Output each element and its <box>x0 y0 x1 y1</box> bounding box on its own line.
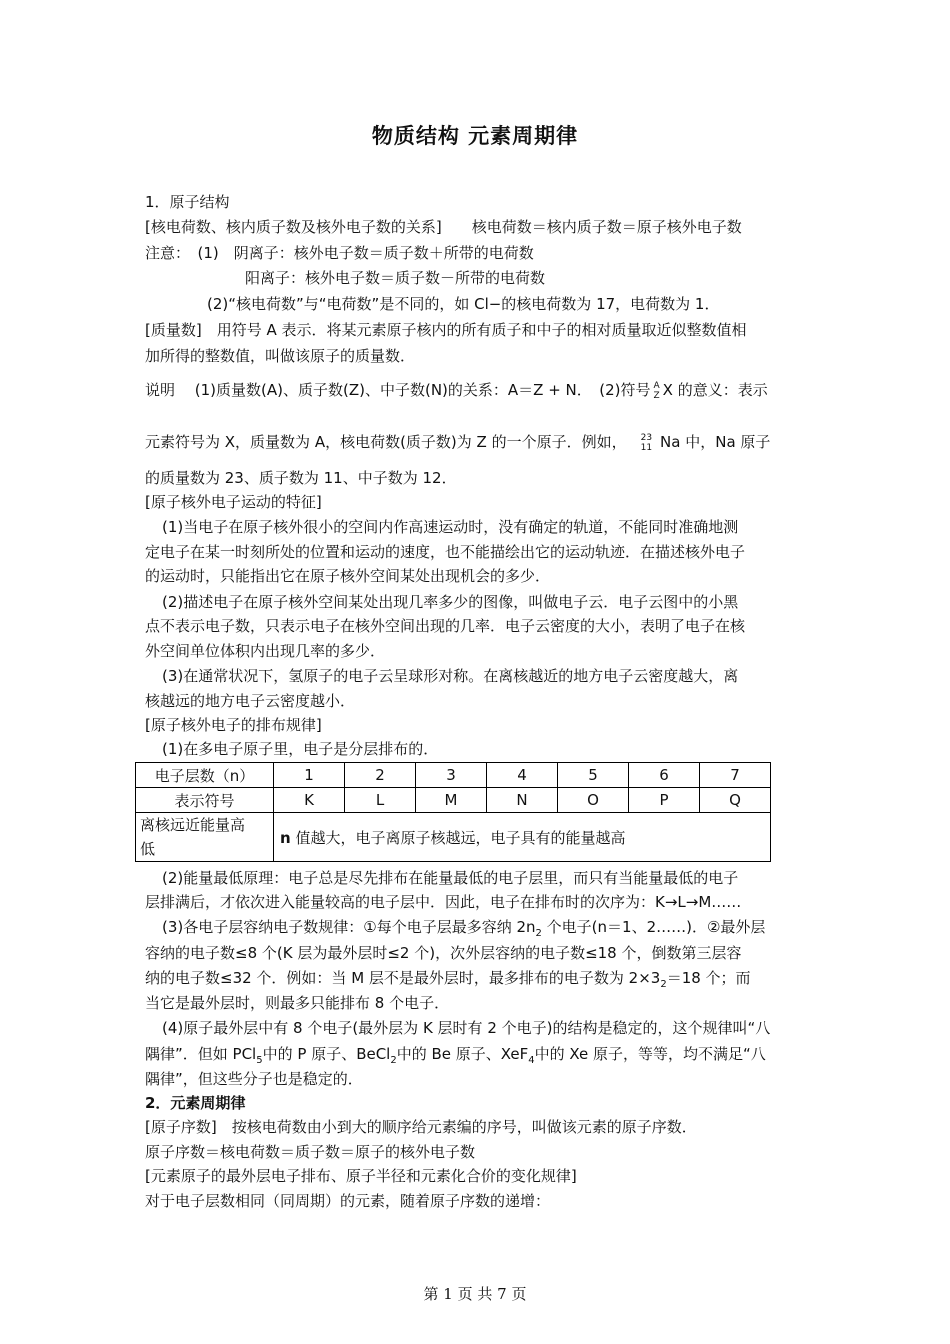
text-line-notation <box>145 378 768 402</box>
mass-number-symbol: A <box>653 380 660 391</box>
text-line: 点不表示电子数，只表示电子在核外空间出现的几率．电子云密度的大小，表明了电子在核 <box>145 617 746 635</box>
subheading: [原子核外电子的排布规律] <box>145 716 322 734</box>
page-footer: 第 1 页 共 7 页 <box>423 1285 527 1303</box>
text-line: 核越远的地方电子云密度越小． <box>145 692 356 710</box>
table-cell: 2 <box>345 763 416 788</box>
table-row <box>136 788 771 813</box>
nuclide-notation-symbol <box>654 381 660 401</box>
atomic-number-symbol: Z <box>653 390 660 401</box>
text-fragment: 纳的电子数≤32 个．例如：当 M 层不是最外层时，最多排布的电子数为 2×3 <box>145 969 661 987</box>
text-fragment: 个电子(n＝1、2……)．②最外层 <box>546 918 766 936</box>
text-line: 当它是最外层时，则最多只能排布 8 个电子． <box>145 994 450 1012</box>
table-cell: 4 <box>487 763 558 788</box>
text-line: (2)描述电子在原子核外空间某处出现几率多少的图像，叫做电子云．电子云图中的小黑 <box>162 593 739 611</box>
text-line: (2)“核电荷数”与“电荷数”是不同的，如 Cl−的核电荷数为 17，电荷数为 1． <box>207 295 720 313</box>
subscript: 2 <box>390 1055 397 1066</box>
table-cell: 1 <box>274 763 345 788</box>
table-row <box>136 763 771 788</box>
text-fragment: 中的 P 原子、BeCl <box>262 1045 391 1063</box>
section-heading-periodic-law: 2．元素周期律 <box>145 1094 246 1112</box>
subheading: [原子核外电子运动的特征] <box>145 493 322 511</box>
table-header-cell: 表示符号 <box>136 788 274 813</box>
text-line: 对于电子层数相同（同周期）的元素，随着原子序数的递增： <box>145 1192 551 1210</box>
table-header-cell: 电子层数（n） <box>136 763 274 788</box>
cell-text: 离核远近能量高 <box>140 816 246 834</box>
page-title: 物质结构 元素周期律 <box>371 124 579 148</box>
table-cell: L <box>345 788 416 813</box>
text-line: (4)原子最外层中有 8 个电子(最外层为 K 层时有 2 个电子)的结构是稳定的，这个规律叫“八 <box>162 1019 771 1037</box>
text-line: 的质量数为 23、质子数为 11、中子数为 12． <box>145 469 457 487</box>
table-row <box>136 813 771 862</box>
mass-number: 23 <box>640 432 653 443</box>
subscript: 2 <box>660 979 667 990</box>
text-line: 的运动时，只能指出它在原子核外空间某处出现机会的多少． <box>145 567 551 585</box>
electron-shell-table <box>135 762 771 862</box>
text-fragment: ＝18 个；而 <box>666 969 751 987</box>
text-line: 层排满后，才依次进入能量较高的电子层中．因此，电子在排布时的次序为：K→L→M…… <box>145 893 742 911</box>
text-line: 加所得的整数值，叫做该原子的质量数． <box>145 347 416 365</box>
cell-text: 低 <box>140 840 156 858</box>
table-header-cell <box>136 813 274 862</box>
table-cell: 6 <box>629 763 700 788</box>
text-fragment: X 的意义：表示 <box>662 381 768 399</box>
text-line: 外空间单位体积内出现几率的多少． <box>145 642 386 660</box>
subheading: [元素原子的最外层电子排布、原子半径和元素化合价的变化规律] <box>145 1167 577 1185</box>
text-line: [核电荷数、核内质子数及核外电子数的关系] 核电荷数＝核内质子数＝原子核外电子数 <box>145 218 742 236</box>
subscript: 4 <box>528 1055 535 1066</box>
text-fragment: 中的 Be 原子、XeF <box>396 1045 529 1063</box>
text-line: 容纳的电子数≤8 个(K 层为最外层时≤2 个)，次外层容纳的电子数≤18 个，倒数第三层容 <box>145 944 742 962</box>
table-cell: Q <box>700 788 771 813</box>
text-line: (1)在多电子原子里，电子是分层排布的． <box>162 740 439 758</box>
text-line: 注意： (1) 阴离子：核外电子数＝质子数＋所带的电荷数 <box>145 244 534 262</box>
text-line-example <box>145 430 770 454</box>
text-line: 定电子在某一时刻所处的位置和运动的速度，也不能描绘出它的运动轨迹．在描述核外电子 <box>145 543 746 561</box>
text-line: 隅律”，但这些分子也是稳定的． <box>145 1070 363 1088</box>
text-line: (2)能量最低原理：电子总是尽先排布在能量最低的电子层里，而只有当能量最低的电子 <box>162 869 739 887</box>
table-cell: K <box>274 788 345 813</box>
text-line: 原子序数＝核电荷数＝质子数＝原子的核外电子数 <box>145 1143 476 1161</box>
nuclide-example-na <box>641 433 652 453</box>
text-line: [质量数] 用符号 A 表示．将某元素原子核内的所有质子和中子的相对质量取近似整数值相 <box>145 321 747 339</box>
atomic-number: 11 <box>640 442 653 453</box>
table-cell: M <box>416 788 487 813</box>
table-cell: N <box>487 788 558 813</box>
text-fragment: (3)各电子层容纳电子数规律：①每个电子层最多容纳 2n <box>162 918 536 936</box>
text-fragment: 元素符号为 X，质量数为 A，核电荷数(质子数)为 Z 的一个原子．例如， <box>145 433 627 451</box>
text-line: (1)当电子在原子核外很小的空间内作高速运动时，没有确定的轨道，不能同时准确地测 <box>162 518 739 536</box>
text-fragment: Na 中，Na 原子 <box>660 433 771 451</box>
cell-text: 值越大，电子离原子核越远，电子具有的能量越高 <box>290 828 626 847</box>
text-fragment: 中的 Xe 原子，等等，均不满足“八 <box>534 1045 766 1063</box>
text-fragment: 说明 (1)质量数(A)、质子数(Z)、中子数(N)的关系：A＝Z + N． (2)符号 <box>145 381 651 399</box>
text-line: 阳离子：核外电子数＝质子数－所带的电荷数 <box>245 269 546 287</box>
text-line: [原子序数] 按核电荷数由小到大的顺序给元素编的序号，叫做该元素的原子序数． <box>145 1118 697 1136</box>
table-cell: 3 <box>416 763 487 788</box>
subscript: 2 <box>535 928 542 939</box>
table-cell: P <box>629 788 700 813</box>
table-merged-cell <box>274 813 771 862</box>
table-cell: O <box>558 788 629 813</box>
subscript: 5 <box>256 1055 263 1066</box>
table-cell: 5 <box>558 763 629 788</box>
cell-text-bold: n <box>280 828 291 847</box>
text-line: (3)在通常状况下，氢原子的电子云呈球形对称。在离核越近的地方电子云密度越大，离 <box>162 667 739 685</box>
section-heading-atomic-structure: 1．原子结构 <box>145 193 230 211</box>
table-cell: 7 <box>700 763 771 788</box>
text-fragment: 隅律”．但如 PCl <box>145 1045 257 1063</box>
